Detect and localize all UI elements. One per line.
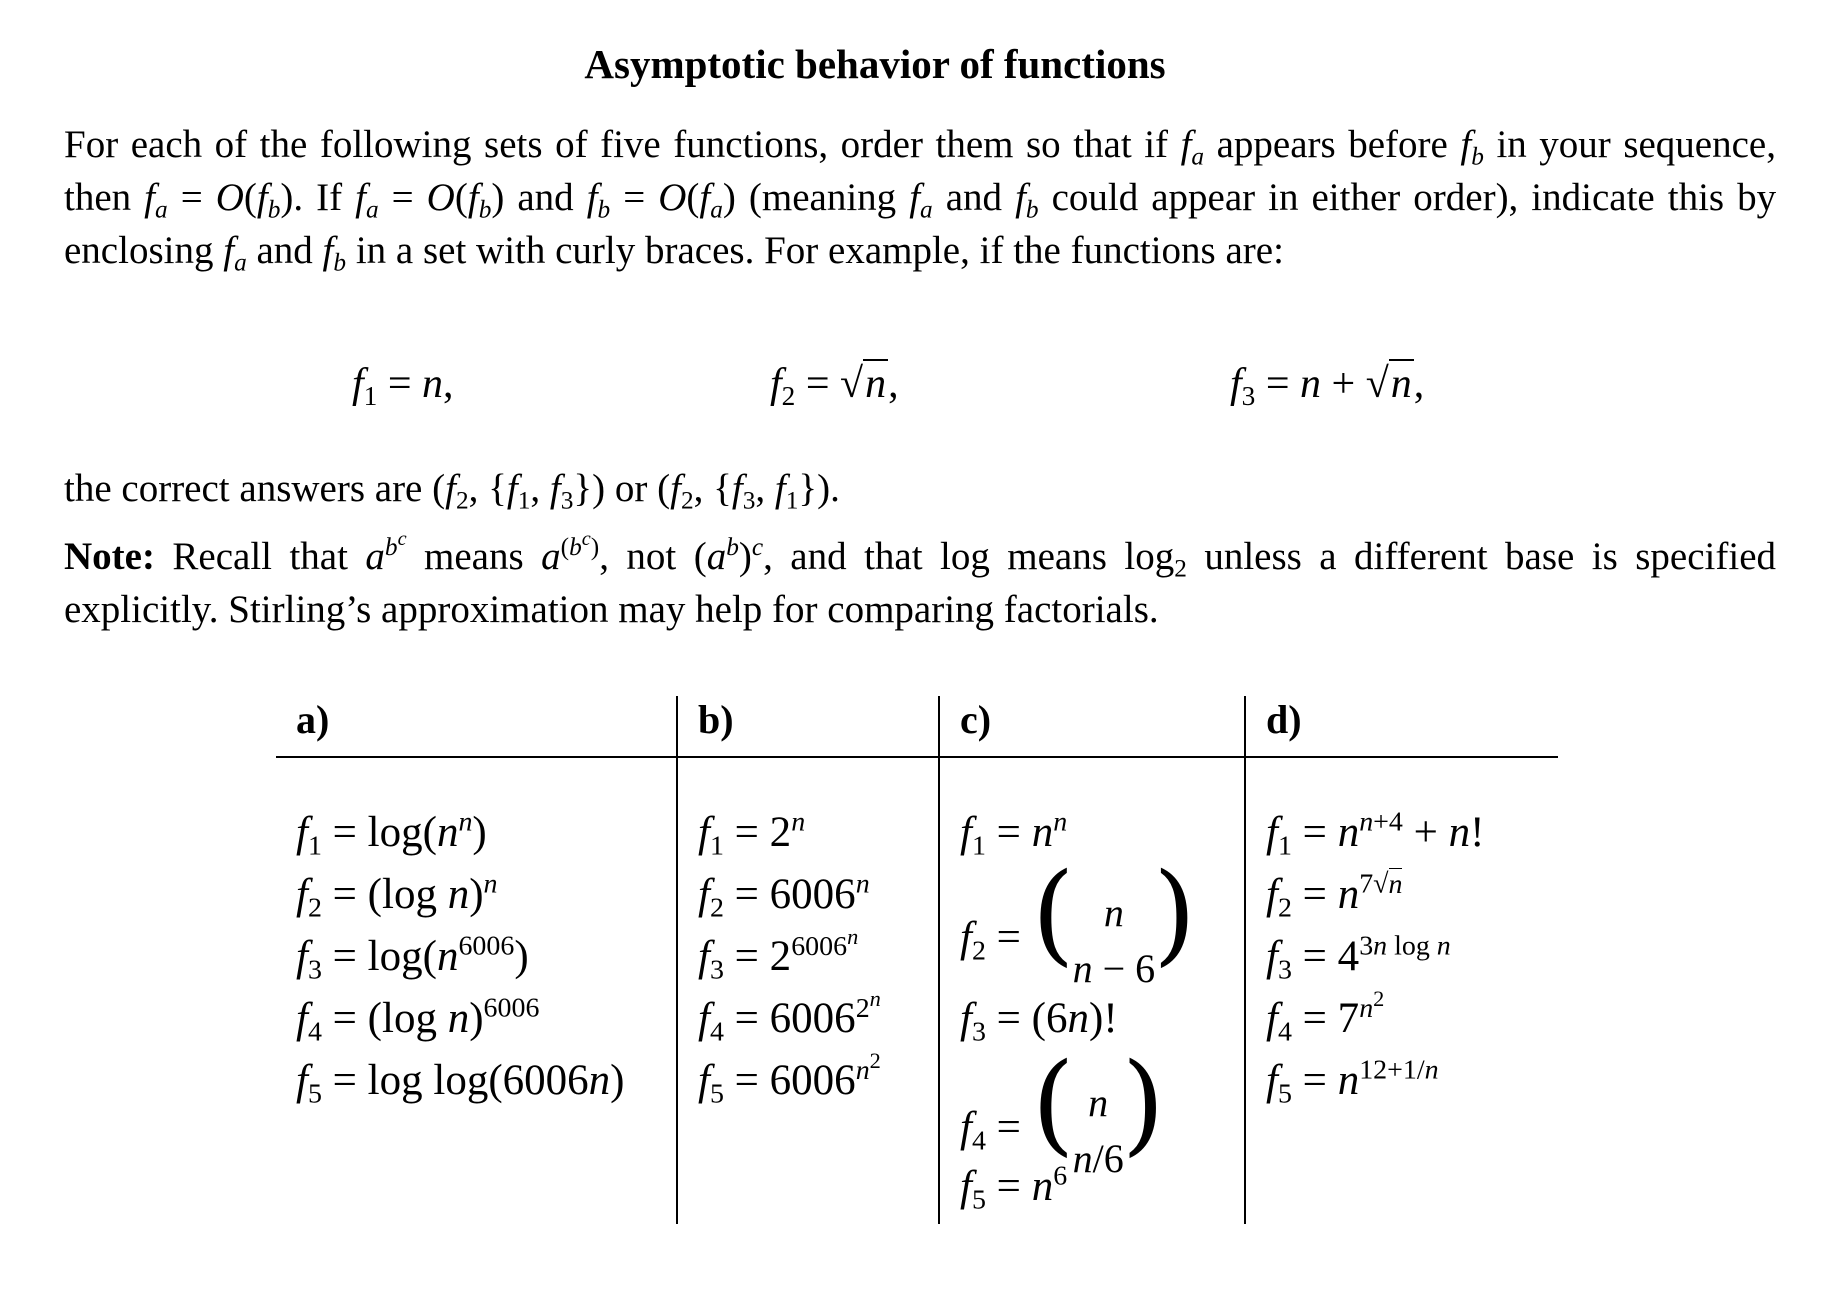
a-f3: $f_3 = \log(n^{6006})$ xyxy=(296,930,529,986)
c-f1: $f_1 = n^n$ xyxy=(960,806,1068,862)
a-f4: $f_4 = (\log$ n)$^{6006}$ xyxy=(296,992,540,1048)
a-f2: $f_2 = (\log$ n)$^n$ xyxy=(296,868,498,924)
column-divider xyxy=(938,696,940,1224)
b-f5: $f_5 = 6006^{n^2}$ xyxy=(698,1047,881,1110)
c-f2: $f_2$ = ( n n − 6 ) xyxy=(960,849,1197,992)
example-f3: $f_3 = n + √n$, xyxy=(1230,361,1425,412)
b-f2: $f_2 = 6006^n$ xyxy=(698,868,870,924)
column-divider xyxy=(676,696,678,1224)
d-f5: $f_5 = n^{12+1/n}$ xyxy=(1266,1054,1439,1110)
intro-paragraph: For each of the following sets of five functions, order them so that if $f_a$ appears before $f_b$ in your sequence, then $f_a = O(f_b)$. If $f_a = O(f_b)$ and $f_b = O(f_a)$ (meaning $f_a$ and $f_b$ could appear in either order), indicate this by enclosing $f_a$ and $f_b$ in a set with curly braces. For example, if the functions are: xyxy=(64,123,1777,277)
d-f3: $f_3 = 4^{3n log n}$ xyxy=(1266,930,1451,986)
example-f2: $f_2 = √n$, xyxy=(770,361,899,412)
b-f3: $f_3 = 2^{6006^n}$ xyxy=(698,923,859,986)
c-f5: $f_5 = n^6$ xyxy=(960,1160,1068,1216)
d-f1: $f_1 = n^{n+4} + n$! xyxy=(1266,806,1485,862)
column-divider xyxy=(1244,696,1246,1224)
column-header-d: d) xyxy=(1266,697,1302,742)
column-header-a: a) xyxy=(296,697,330,742)
b-f4: $f_4 = 6006^{2^n}$ xyxy=(698,985,881,1048)
a-f1: $f_1 = \log(n^n)$ xyxy=(296,806,487,862)
page-title: Asymptotic behavior of functions xyxy=(584,41,1166,87)
b-f1: $f_1 = 2^n$ xyxy=(698,806,806,862)
example-f1: $f_1 = n$, xyxy=(352,361,454,412)
c-f4: $f_4$ = ( n n/6 ) xyxy=(960,1039,1165,1182)
answer-line: the correct answers are ($f_2$, {$f_1$, $f_3$}) or ($f_2$, {$f_3$, $f_1$}). xyxy=(64,467,840,515)
c-f3: $f_3 = (6n)$! xyxy=(960,995,1118,1048)
note-paragraph: Note: Recall that $a^{b^c}$ means $a^{(b^c)}$, not $(a^b)^c$, and that log means $\log_2$ unless a different base is specified explicitly. Stirling’s approximation may help for comparing factorials. xyxy=(64,527,1777,631)
a-f5: $f_5 = \log \log(6006n)$ xyxy=(296,1057,625,1110)
header-divider xyxy=(276,756,1558,758)
column-header-c: c) xyxy=(960,697,992,742)
d-f4: $f_4 = 7^{n^2}$ xyxy=(1266,985,1385,1048)
column-header-b: b) xyxy=(698,697,734,742)
d-f2: $f_2 = n^{7√n}$ xyxy=(1266,868,1403,924)
